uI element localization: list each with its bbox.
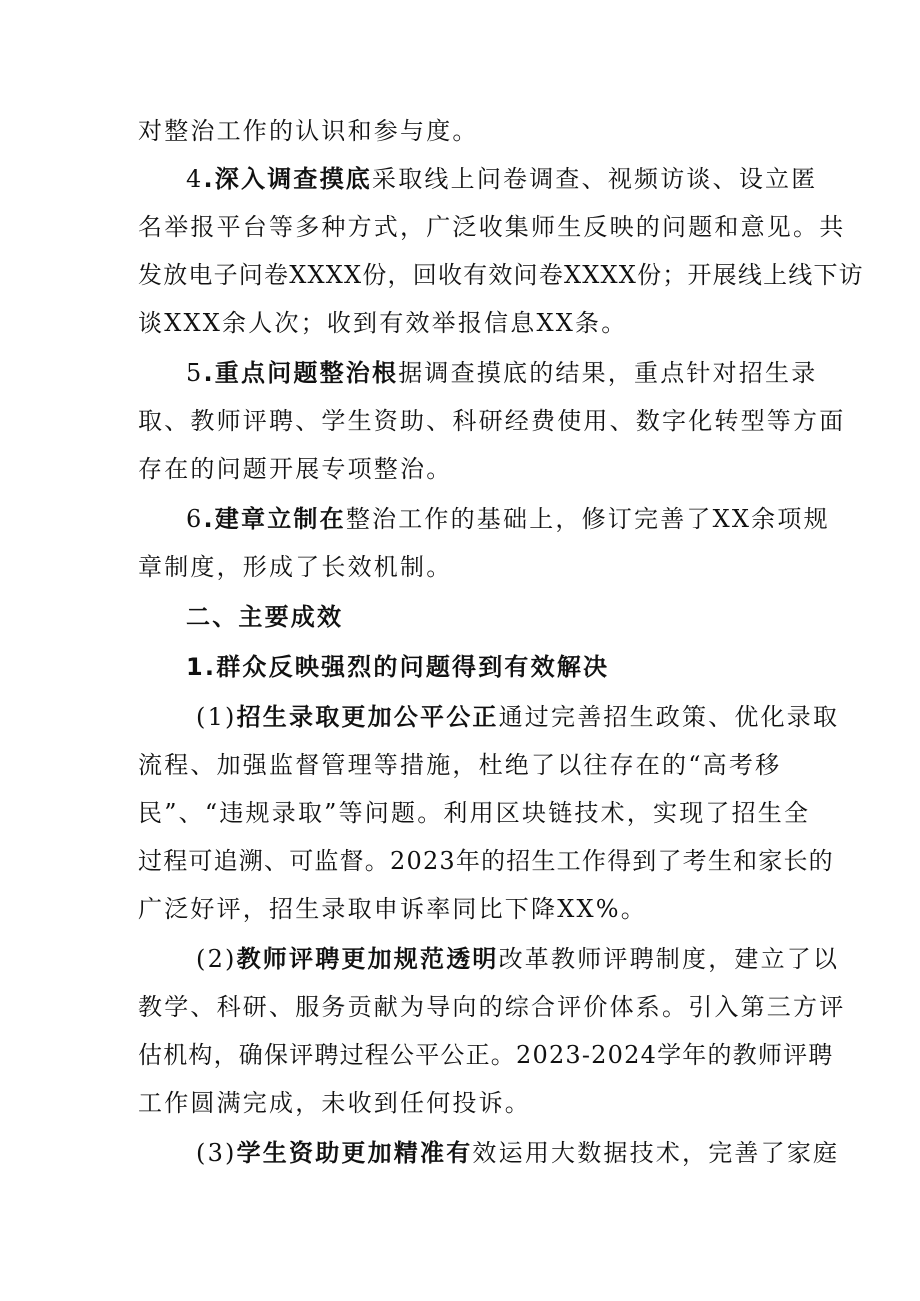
body-text: 工作圆满完成，未收到任何投诉。: [138, 1089, 531, 1117]
body-text: 改革教师评聘制度，建立了以: [498, 945, 840, 973]
item-4-line-1: [0, 164, 920, 212]
body-text: 民”、“违规录取”等问题。利用区块链技术，实现了招生全: [138, 799, 811, 827]
item-6-line-2: [0, 552, 920, 600]
sub-item-2-line-1: [0, 944, 920, 992]
body-text: 通过完善招生政策、优化录取: [498, 703, 840, 731]
body-text: 章制度，形成了长效机制。: [138, 553, 453, 581]
sub-item-title: 学生资助更加精准有: [236, 1139, 473, 1167]
body-text: 对整治工作的认识和参与度。: [138, 117, 479, 145]
body-text: 估机构，确保评聘过程公平公正。2023-2024学年的教师评聘: [138, 1041, 834, 1069]
sub-item-title: 教师评聘更加规范透明: [236, 945, 499, 973]
body-text: 教学、科研、服务贡献为导向的综合评价体系。引入第三方评: [138, 993, 846, 1021]
sub-item-1-line-1: [0, 702, 920, 750]
body-text: 整治工作的基础上，修订完善了XX余项规: [345, 505, 830, 533]
body-text: 据调查摸底的结果，重点针对招生录: [398, 359, 818, 387]
body-text: 取、教师评聘、学生资助、科研经费使用、数字化转型等方面: [138, 407, 846, 435]
sub-item-2-line-3: [0, 1040, 920, 1088]
body-text: 效运用大数据技术，完善了家庭: [472, 1139, 840, 1167]
sub-item-number: (3): [196, 1139, 237, 1167]
paragraph-line: [0, 116, 920, 164]
body-text: 谈XXX余人次；收到有效举报信息XX条。: [138, 309, 628, 337]
sub-item-1-line-3: [0, 798, 920, 846]
item-title: .建章立制在: [203, 505, 346, 533]
sub-item-2-line-4: [0, 1088, 920, 1136]
sub-item-1-line-5: [0, 894, 920, 942]
item-4-line-2: [0, 212, 920, 260]
item-5-line-3: [0, 454, 920, 502]
item-5-line-2: [0, 406, 920, 454]
body-text: 发放电子问卷XXXX份，回收有效问卷XXXX份；开展线上线下访: [138, 261, 864, 289]
item-4-line-3: [0, 260, 920, 308]
body-text: 流程、加强监督管理等措施，杜绝了以往存在的“高考移: [138, 751, 782, 779]
sub-item-1-line-4: [0, 846, 920, 894]
item-number: 4: [186, 165, 204, 193]
item-number: 5: [186, 359, 204, 387]
sub-item-number: (2): [196, 945, 237, 973]
sub-item-number: (1): [196, 703, 237, 731]
body-text: 采取线上问卷调查、视频访谈、设立匿: [372, 165, 818, 193]
subsection-title: 1.群众反映强烈的问题得到有效解决: [186, 653, 610, 681]
item-title: .重点问题整治根: [203, 359, 399, 387]
subsection-heading: [0, 652, 920, 700]
body-text: 广泛好评，招生录取申诉率同比下降XX%。: [138, 895, 647, 923]
body-text: 存在的问题开展专项整治。: [138, 455, 453, 483]
body-text: 过程可追溯、可监督。2023年的招生工作得到了考生和家长的: [138, 847, 834, 875]
sub-item-3-line-1: [0, 1138, 920, 1186]
section-heading: [0, 602, 920, 650]
item-5-line-1: [0, 358, 920, 406]
section-title: 二、主要成效: [186, 603, 344, 631]
item-title: .深入调查摸底: [203, 165, 373, 193]
item-4-line-4: [0, 308, 920, 356]
sub-item-title: 招生录取更加公平公正: [236, 703, 499, 731]
body-text: 名举报平台等多种方式，广泛收集师生反映的问题和意见。共: [138, 213, 846, 241]
sub-item-1-line-2: [0, 750, 920, 798]
item-6-line-1: [0, 504, 920, 552]
sub-item-2-line-2: [0, 992, 920, 1040]
item-number: 6: [186, 505, 204, 533]
